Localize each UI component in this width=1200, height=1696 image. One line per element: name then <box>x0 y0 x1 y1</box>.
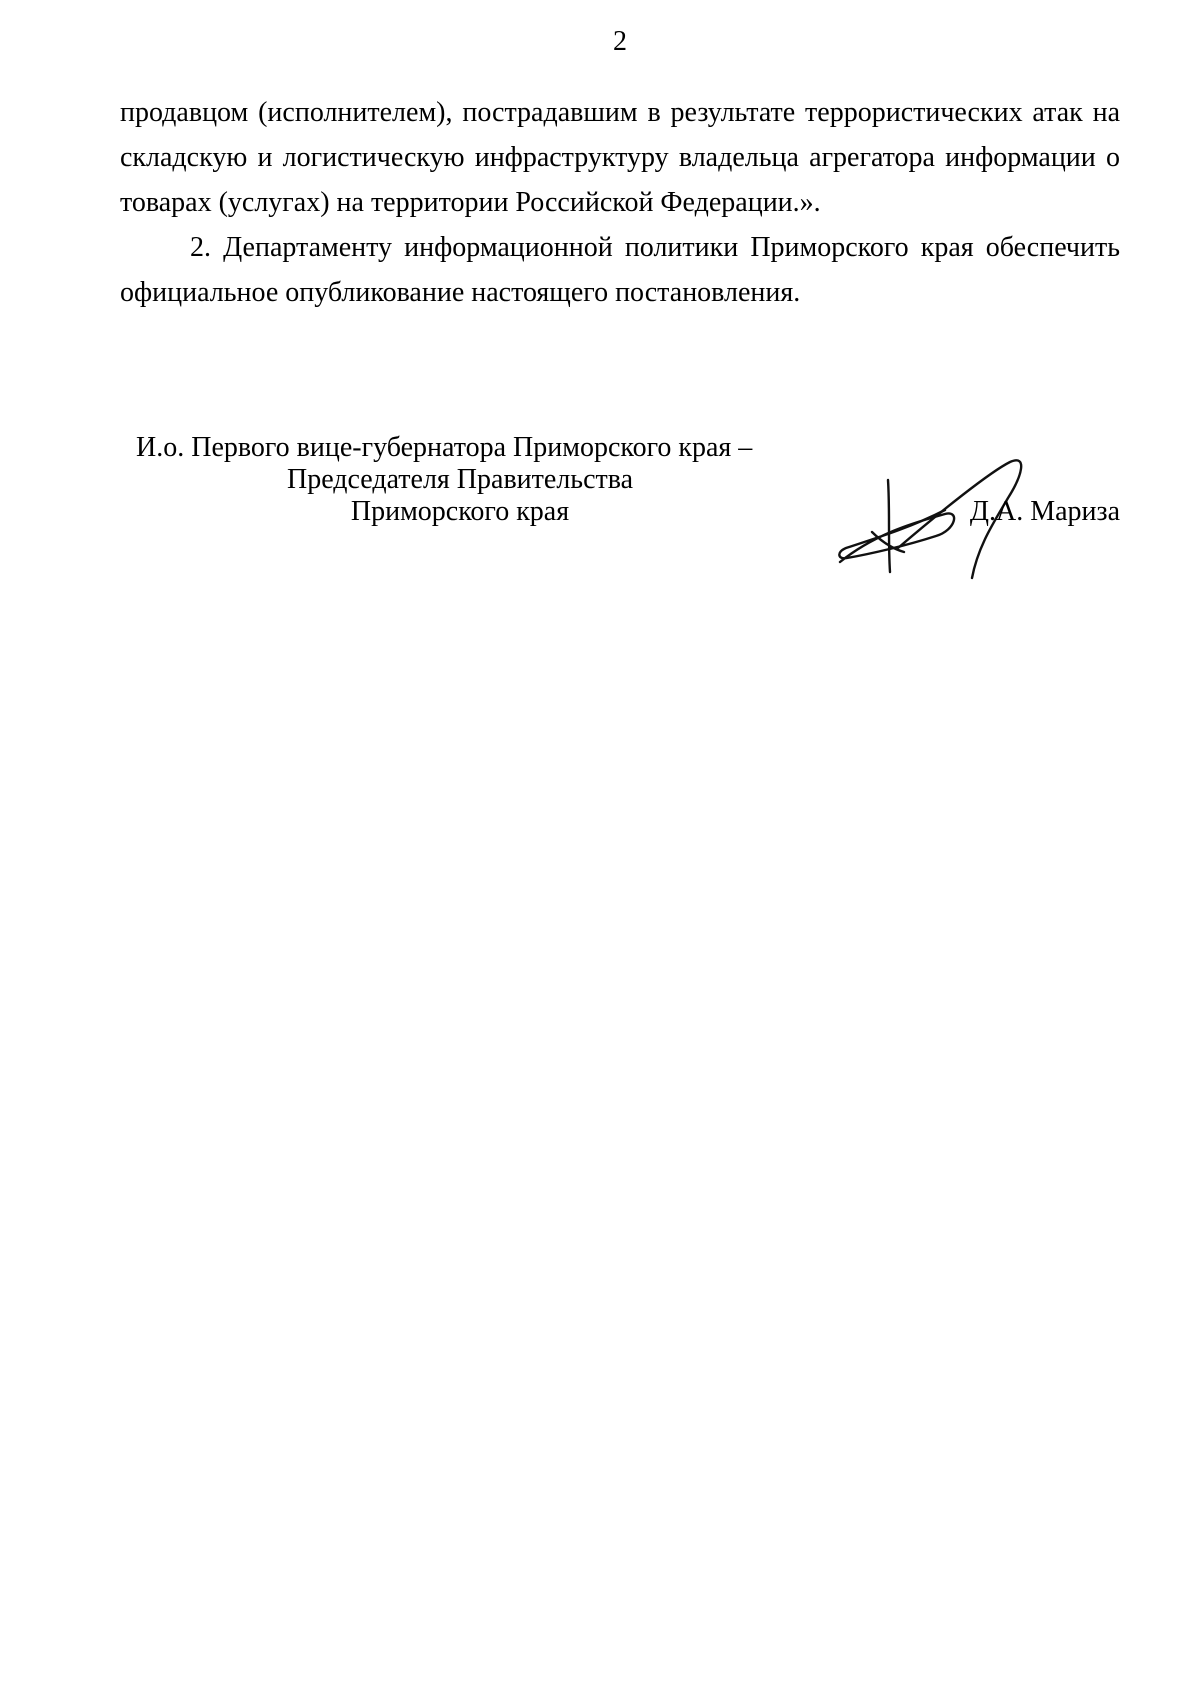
signatory-title-line-3: Приморского края <box>350 496 570 527</box>
signature-block <box>120 432 1120 592</box>
signatory-title-line-2: Председателя Правительства <box>286 464 634 495</box>
signatory-title <box>120 432 800 528</box>
document-body <box>120 90 1120 315</box>
paragraph-continuation: продавцом (исполнителем), пострадавшим в результате террористических атак на складскую и логистическую инфраструктуру владельца агрегатора информации о товарах (услугах) на территории Российской Федерации.». <box>120 97 1120 218</box>
signatory-title-line-1: И.о. Первого вице-губернатора Приморского края – <box>136 432 753 463</box>
signatory-name: Д.А. Мариза <box>969 496 1120 527</box>
paragraph-item-2: 2. Департаменту информационной политики Приморского края обеспечить официальное опубликование настоящего постановления. <box>120 232 1120 308</box>
page-number: 2 <box>613 26 627 57</box>
